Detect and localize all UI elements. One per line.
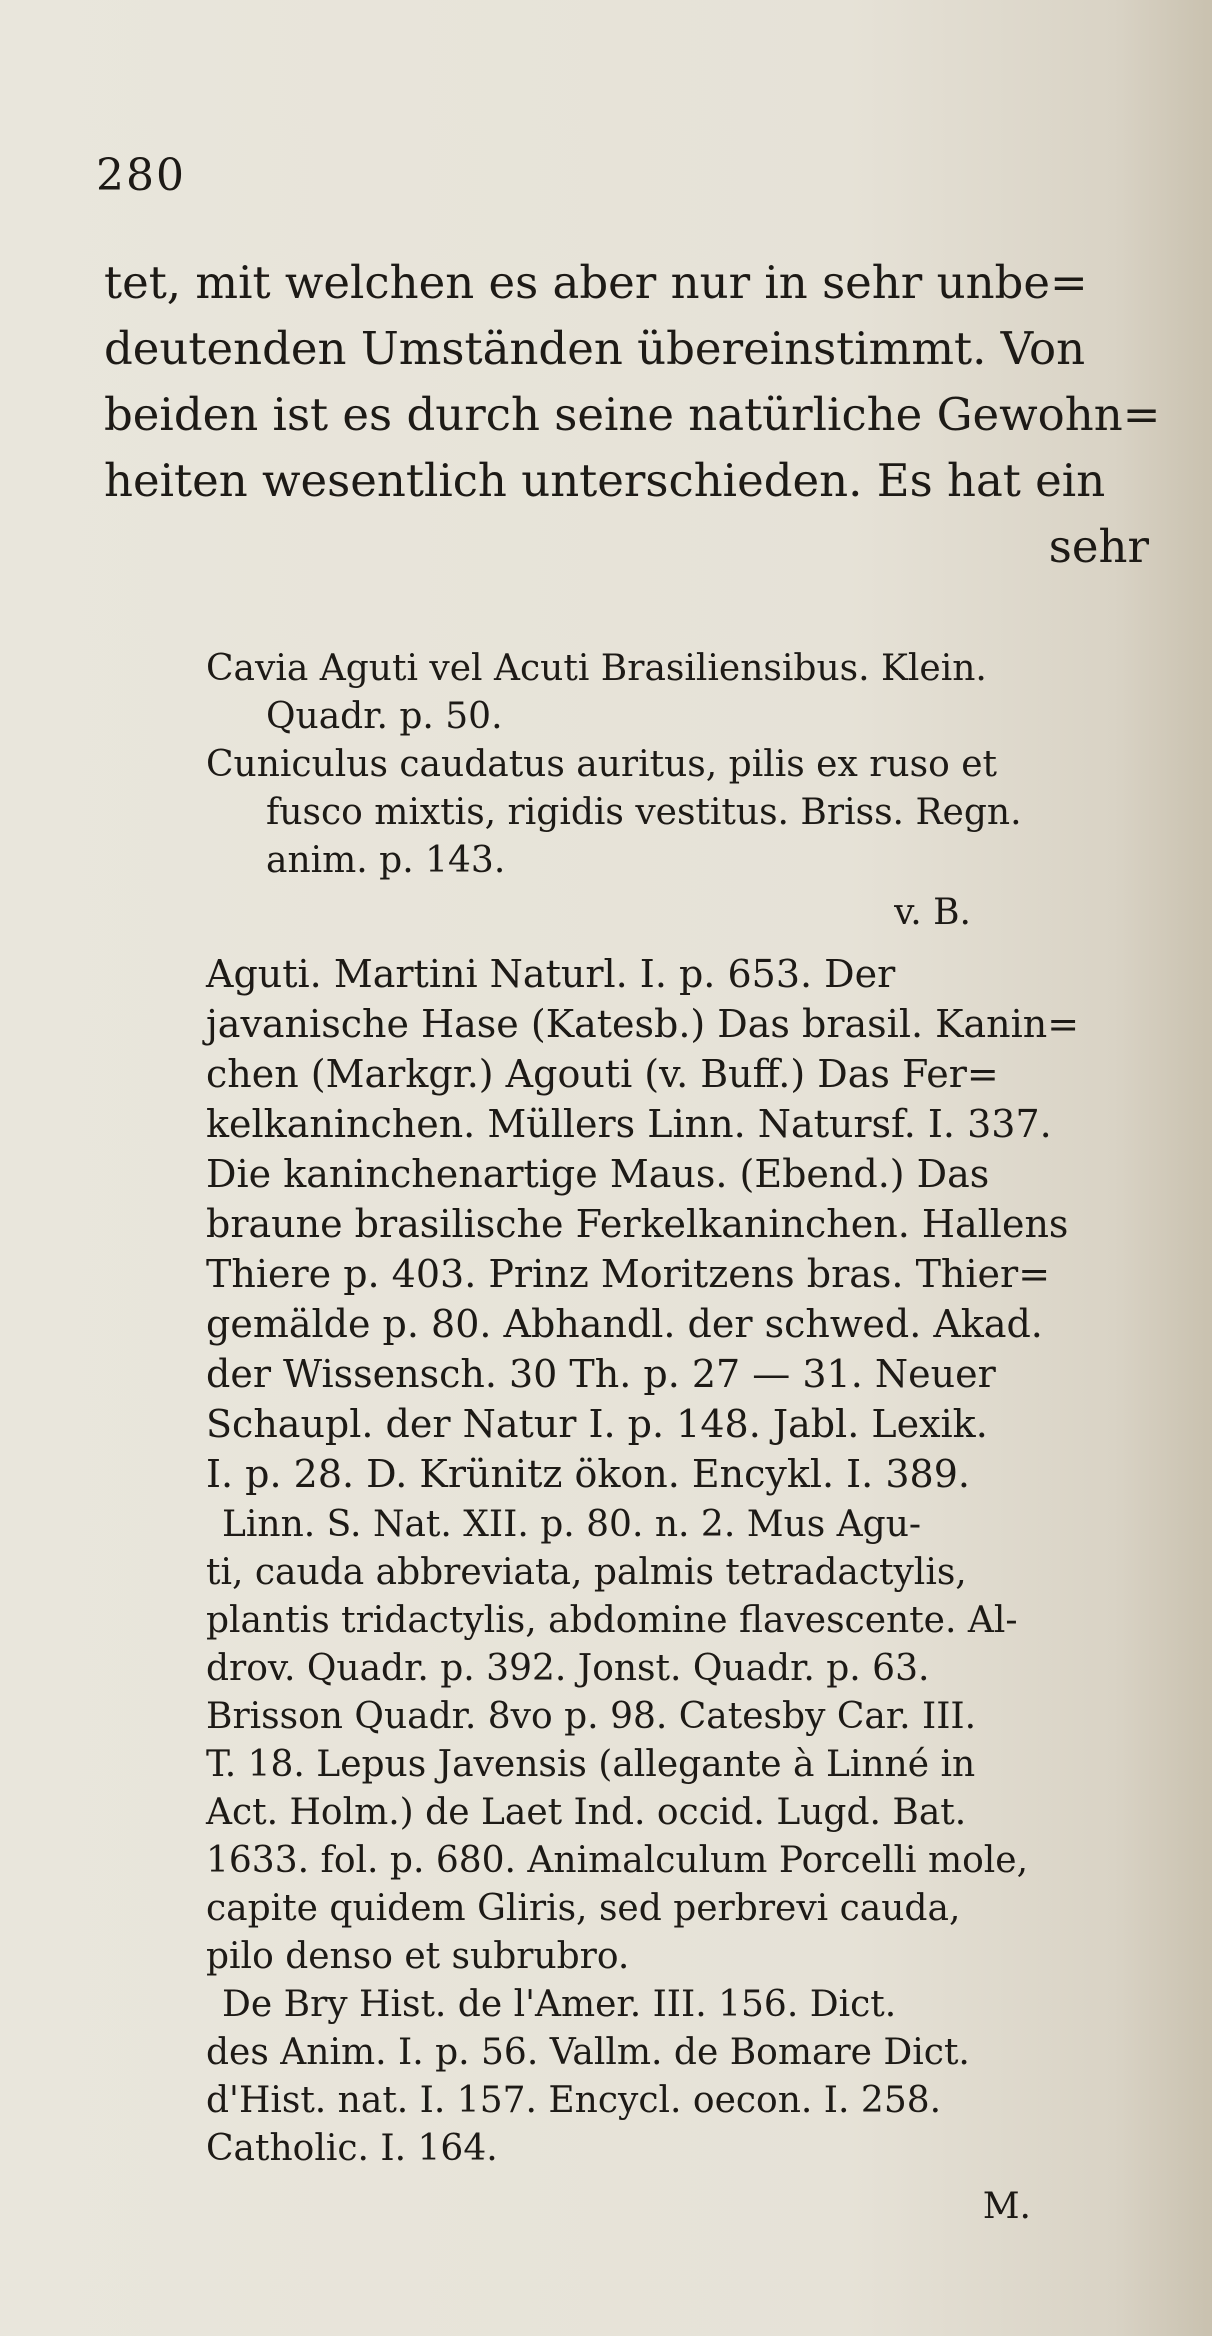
- german-line: Die kaninchenartige Maus. (Ebend.) Das: [206, 1152, 990, 1196]
- german-synonyms: [206, 949, 1151, 1499]
- latin-line: Brisson Quadr. 8vo p. 98. Catesby Car. III.: [206, 1696, 977, 1737]
- main-line: heiten wesentlich unterschieden. Es hat ein: [104, 454, 1106, 507]
- german-line: I. p. 28. D. Krünitz ökon. Encykl. I. 389.: [206, 1452, 970, 1496]
- latin-synonyms: [206, 1501, 1151, 2173]
- main-line: beiden ist es durch seine natürliche Gewohn=: [104, 388, 1161, 441]
- german-line: braune brasilische Ferkelkaninchen. Hallens: [206, 1202, 1069, 1246]
- latin-ref-line: Cavia Aguti vel Acuti Brasiliensibus. Klein.: [206, 648, 987, 689]
- main-text: [104, 250, 1161, 580]
- latin-line: capite quidem Gliris, sed perbrevi cauda,: [206, 1888, 961, 1929]
- latin-line: T. 18. Lepus Javensis (allegante à Linné in: [206, 1744, 976, 1785]
- latin-line: drov. Quadr. p. 392. Jonst. Quadr. p. 63.: [206, 1648, 930, 1689]
- footnotes: [206, 645, 1151, 2231]
- german-line: Aguti. Martini Naturl. I. p. 653. Der: [206, 952, 896, 996]
- german-line: chen (Markgr.) Agouti (v. Buff.) Das Fer=: [206, 1052, 999, 1096]
- page-number: 280: [96, 150, 186, 201]
- latin-line: Linn. S. Nat. XII. p. 80. n. 2. Mus Agu-: [222, 1504, 922, 1545]
- latin-ref-line: Cuniculus caudatus auritus, pilis ex ruso et: [206, 744, 997, 785]
- latin-ref-line: fusco mixtis, rigidis vestitus. Briss. Regn.: [266, 792, 1022, 833]
- latin-line: des Anim. I. p. 56. Vallm. de Bomare Dict.: [206, 2032, 970, 2073]
- latin-line: pilo denso et subrubro.: [206, 1936, 630, 1977]
- main-line: deutenden Umständen übereinstimmt. Von: [104, 322, 1086, 375]
- latin-line: De Bry Hist. de l'Amer. III. 156. Dict.: [222, 1984, 897, 2025]
- german-line: Thiere p. 403. Prinz Moritzens bras. Thier=: [206, 1252, 1051, 1296]
- latin-ref-line: Quadr. p. 50.: [266, 696, 503, 737]
- german-line: kelkaninchen. Müllers Linn. Natursf. I. 337.: [206, 1102, 1052, 1146]
- latin-line: plantis tridactylis, abdomine flavescente. Al-: [206, 1600, 1018, 1641]
- german-line: Schaupl. der Natur I. p. 148. Jabl. Lexik.: [206, 1402, 988, 1446]
- catchword-m: M.: [982, 2186, 1031, 2227]
- german-line: gemälde p. 80. Abhandl. der schwed. Akad.: [206, 1302, 1043, 1346]
- latin-line: Act. Holm.) de Laet Ind. occid. Lugd. Bat.: [206, 1792, 967, 1833]
- german-line: der Wissensch. 30 Th. p. 27 — 31. Neuer: [206, 1352, 996, 1396]
- catchword-vb: v. B.: [894, 892, 971, 933]
- latin-line: ti, cauda abbreviata, palmis tetradactylis,: [206, 1552, 967, 1593]
- main-line: tet, mit welchen es aber nur in sehr unbe=: [104, 256, 1088, 309]
- german-line: javanische Hase (Katesb.) Das brasil. Kanin=: [206, 1002, 1080, 1046]
- latin-line: 1633. fol. p. 680. Animalculum Porcelli mole,: [206, 1840, 1029, 1881]
- latin-ref-line: anim. p. 143.: [266, 840, 506, 881]
- latin-line: Catholic. I. 164.: [206, 2128, 498, 2169]
- latin-line: d'Hist. nat. I. 157. Encycl. oecon. I. 258.: [206, 2080, 942, 2121]
- catchword: sehr: [1048, 520, 1149, 573]
